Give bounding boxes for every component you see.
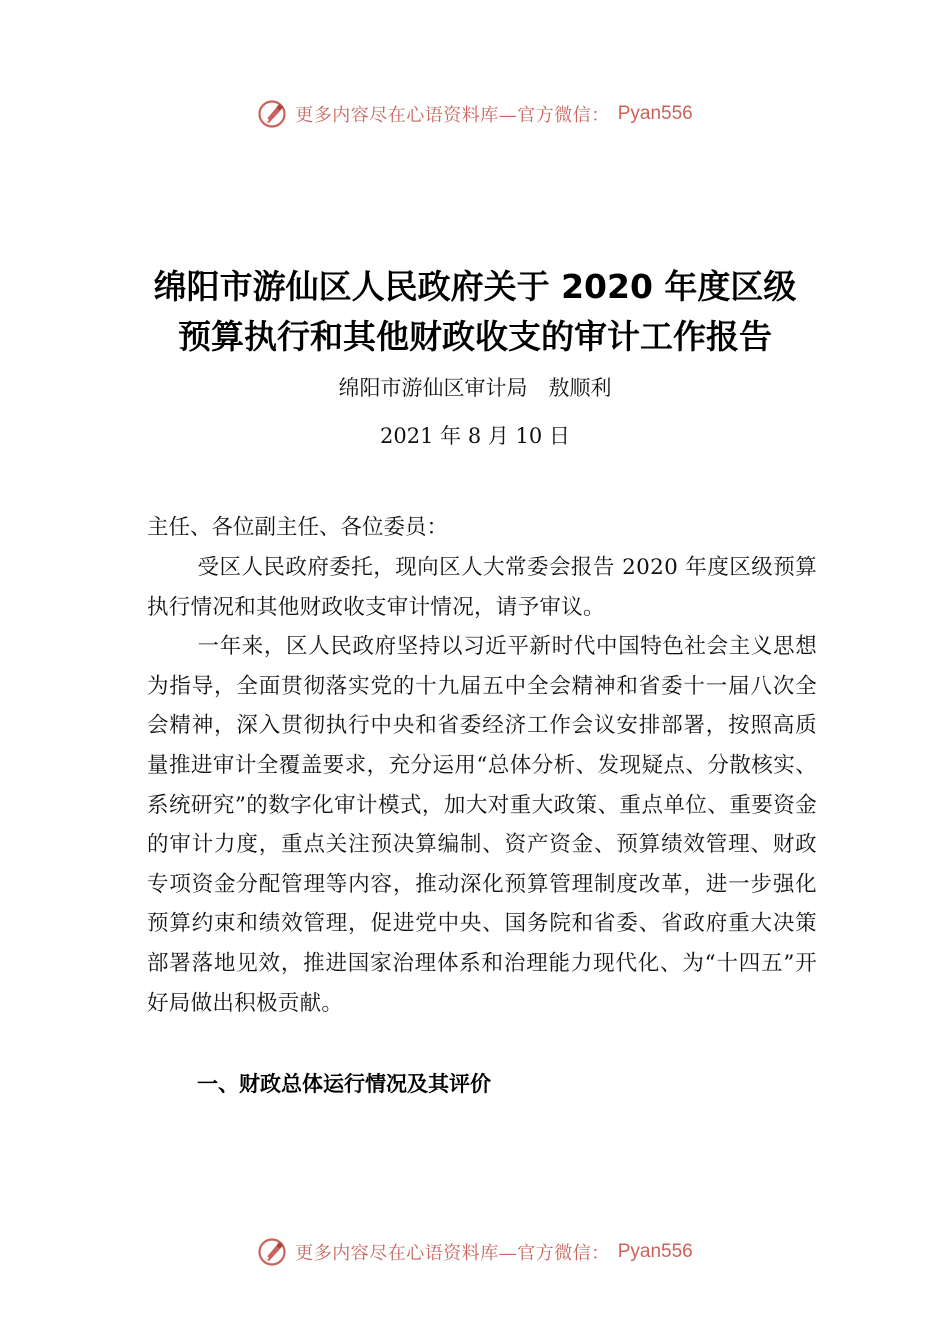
pen-nib-seal-icon [257,99,287,129]
document-date: 2021 年 8 月 10 日 [380,424,570,448]
watermark-text: 更多内容尽在心语资料库—官方微信： [295,1243,610,1264]
salutation: 主任、各位副主任、各位委员： [147,515,449,540]
watermark-footer [0,1232,950,1272]
section-heading: 一、财政总体运行情况及其评价 [197,1072,491,1096]
body-paragraph: 一年来，区人民政府坚持以习近平新时代中国特色社会主义思想为指导，全面贯彻落实党的十九届五中全会精神和省委十一届八次全会精神，深入贯彻执行中央和省委经济工作会议安排部署，按照高质量推进审计全覆盖要求，充分运用“总体分析、发现疑点、分散核实、系统研究”的数字化审计模式，加大对重大政策、重点单位、重要资金的审计力度，重点关注预决算编制、资产资金、预算绩效管理、财政专项资金分配管理等内容，推动深化预算管理制度改革，进一步强化预算约束和绩效管理，促进党中央、国务院和省委、省政府重大决策部署落地见效，推进国家治理体系和治理能力现代化、为“十四五”开好局做出积极贡献。 [147,634,817,1016]
body-text [147,548,817,1023]
body-paragraph: 受区人民政府委托，现向区人大常委会报告 2020 年度区级预算执行情况和其他财政收支审计情况，请予审议。 [147,555,817,620]
pen-nib-seal-icon [257,1237,287,1267]
watermark-header [0,94,950,134]
watermark-text: 更多内容尽在心语资料库—官方微信： [295,105,610,126]
document-title-line-2: 预算执行和其他财政收支的审计工作报告 [178,317,772,356]
document-author: 绵阳市游仙区审计局 敖顺利 [338,376,612,400]
document-title [60,262,890,362]
watermark-wechat-id: Pyan556 [617,103,693,124]
watermark-wechat-id: Pyan556 [617,1241,693,1262]
document-title-line-1: 绵阳市游仙区人民政府关于 2020 年度区级 [153,267,797,306]
